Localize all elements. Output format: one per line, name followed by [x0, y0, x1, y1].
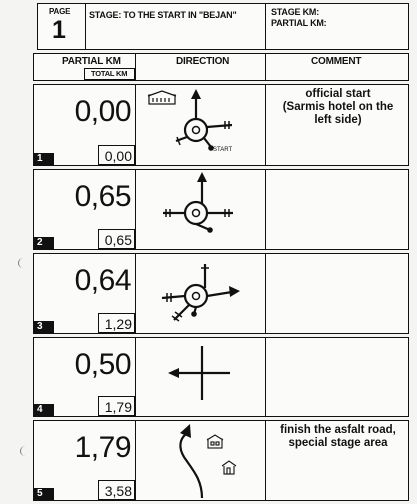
page-number-box [37, 3, 86, 50]
row-number-badge: 1 [34, 153, 54, 165]
col-header-direction [135, 53, 266, 81]
total-km-value: 1,79 [104, 399, 132, 415]
col-total-km: TOTAL KM [91, 69, 128, 78]
row-3-direction-cell [135, 253, 266, 334]
stage-title: STAGE: TO THE START IN "BEJAN" [89, 10, 237, 20]
row-comment: official start (Sarmis hotel on the left side) [282, 88, 394, 126]
row-number-badge: 2 [34, 237, 54, 249]
total-km-value: 0,65 [104, 232, 132, 248]
partial-km-value: 0,00 [74, 95, 131, 128]
curve-road-icon [136, 421, 267, 502]
row-comment: finish the asfalt road, special stage area [280, 424, 396, 449]
row-3-comment-cell [265, 253, 409, 334]
col-header-partial [33, 53, 136, 81]
row-5-km-cell [33, 420, 136, 501]
row-4-comment-cell [265, 337, 409, 417]
punch-hole [18, 258, 33, 268]
row-2-km-cell [33, 169, 136, 250]
partial-km-value: 1,79 [74, 431, 131, 464]
total-km-value: 1,29 [104, 316, 132, 332]
page-label: PAGE [49, 7, 71, 16]
partial-km-value: 0,64 [74, 264, 131, 297]
total-km-value: 0,00 [104, 148, 132, 164]
partial-km-label: PARTIAL KM: [271, 18, 327, 28]
hotel-icon [148, 91, 176, 105]
total-km-value: 3,58 [104, 483, 132, 499]
row-5-comment-cell [265, 420, 409, 501]
col-header-comment [265, 53, 409, 81]
house-icon [222, 461, 236, 474]
row-5-direction-cell [135, 420, 266, 501]
junction-icon [136, 338, 267, 418]
row-1-comment-cell [265, 84, 409, 166]
roundabout-icon [136, 170, 267, 251]
stage-km-label: STAGE KM: [271, 7, 320, 17]
col-direction: DIRECTION [176, 56, 230, 67]
row-2-comment-cell [265, 169, 409, 250]
partial-km-value: 0,50 [74, 348, 131, 381]
row-4-km-cell [33, 337, 136, 417]
row-1-direction-cell [135, 84, 266, 166]
col-partial-km: PARTIAL KM [62, 56, 121, 67]
row-3-km-cell [33, 253, 136, 334]
row-number-badge: 3 [34, 321, 54, 333]
row-number-badge: 5 [34, 488, 54, 500]
page-number: 1 [52, 16, 66, 44]
row-4-direction-cell [135, 337, 266, 417]
row-1-km-cell [33, 84, 136, 166]
roundabout-icon [136, 254, 267, 335]
row-number-badge: 4 [34, 404, 54, 416]
row-2-direction-cell [135, 169, 266, 250]
start-label: START [213, 147, 233, 153]
col-comment: COMMENT [311, 56, 362, 67]
partial-km-value: 0,65 [74, 180, 131, 213]
stage-title-box [85, 3, 266, 50]
stage-km-box [265, 3, 409, 50]
